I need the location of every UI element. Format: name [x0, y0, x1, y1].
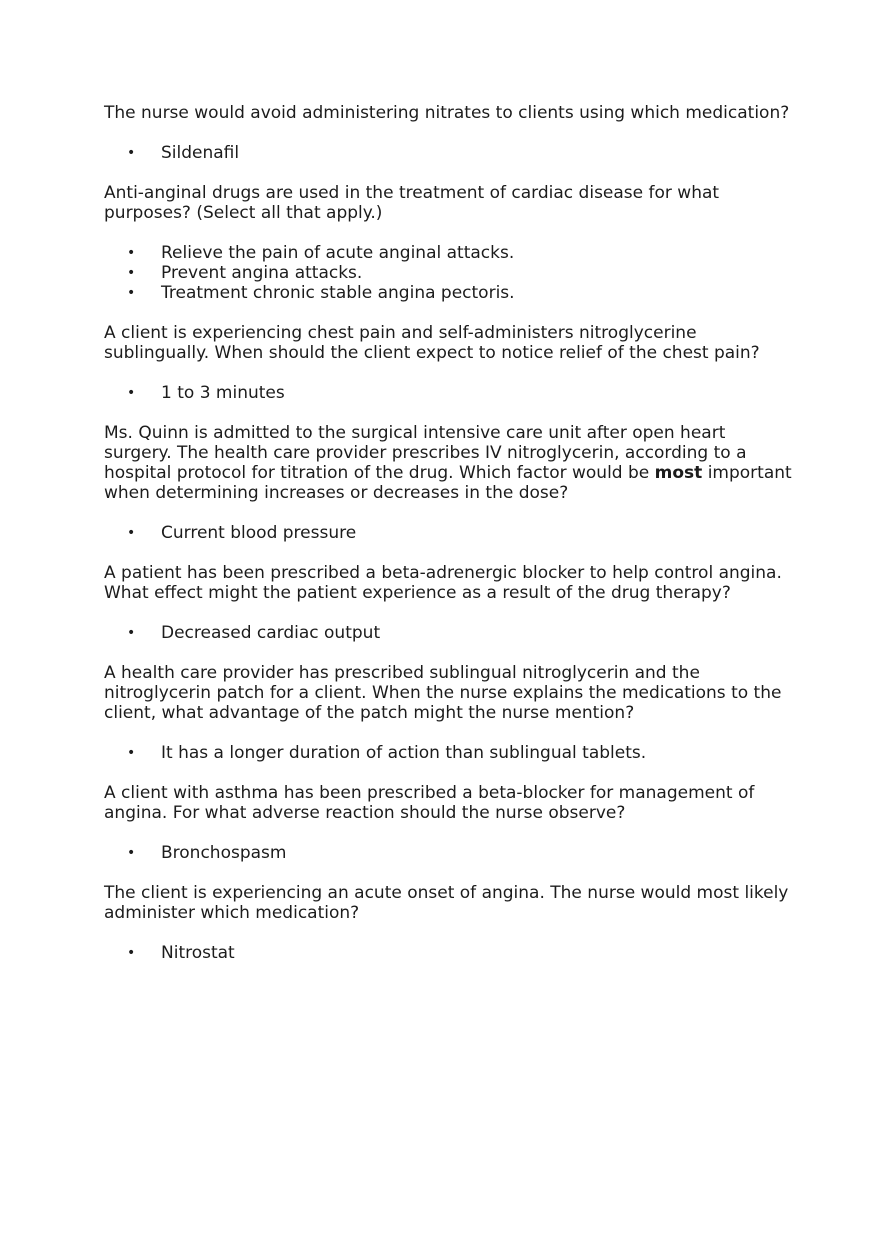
bullet-icon: •	[127, 525, 136, 541]
answer-list-3	[104, 383, 794, 403]
answer-item	[104, 383, 794, 403]
answer-text: 1 to 3 minutes	[161, 383, 285, 403]
answer-list-6	[104, 743, 794, 763]
answer-item	[104, 283, 794, 303]
answer-list-8	[104, 943, 794, 963]
question-6: A health care provider has prescribed sublingual nitroglycerin and the nitroglycerin patch for a client. When the nurse explains the medications to the client, what advantage of the patch might the nurse mention?	[104, 663, 782, 723]
answer-item	[104, 243, 794, 263]
question-5: A patient has been prescribed a beta-adrenergic blocker to help control angina. What effect might the patient experience as a result of the drug therapy?	[104, 563, 782, 603]
answer-list-2	[104, 243, 794, 303]
question-4-text-start: Ms. Quinn is admitted to the surgical intensive care unit after open heart surgery. The health care provider prescribes IV nitroglycerin, according to a hospital protocol for titration of the drug. Which factor would be	[104, 423, 747, 483]
answer-list-7	[104, 843, 794, 863]
question-4-emphasis: most	[654, 463, 703, 483]
answer-item	[104, 263, 794, 283]
answer-text: It has a longer duration of action than sublingual tablets.	[161, 743, 647, 763]
answer-item	[104, 843, 794, 863]
bullet-icon: •	[127, 265, 136, 281]
question-3: A client is experiencing chest pain and self-administers nitroglycerine sublingually. When should the client expect to notice relief of the chest pain?	[104, 323, 760, 363]
answer-item	[104, 943, 794, 963]
answer-item	[104, 143, 794, 163]
answer-text: Prevent angina attacks.	[161, 263, 363, 283]
question-4-text-end: important when determining increases or decreases in the dose?	[104, 463, 792, 503]
answer-text: Nitrostat	[161, 943, 235, 963]
answer-list-4	[104, 523, 794, 543]
bullet-icon: •	[127, 285, 136, 301]
bullet-icon: •	[127, 745, 136, 761]
bullet-icon: •	[127, 385, 136, 401]
answer-list-5	[104, 623, 794, 643]
answer-text: Current blood pressure	[161, 523, 357, 543]
answer-list-1	[104, 143, 794, 163]
answer-text: Relieve the pain of acute anginal attacks.	[161, 243, 515, 263]
answer-text: Bronchospasm	[161, 843, 287, 863]
answer-item	[104, 623, 794, 643]
question-4	[104, 423, 794, 503]
bullet-icon: •	[127, 945, 136, 961]
bullet-icon: •	[127, 845, 136, 861]
question-1: The nurse would avoid administering nitrates to clients using which medication?	[104, 103, 790, 123]
answer-text: Sildenafil	[161, 143, 240, 163]
bullet-icon: •	[127, 145, 136, 161]
question-2: Anti-anginal drugs are used in the treatment of cardiac disease for what purposes? (Select all that apply.)	[104, 183, 720, 223]
question-7: A client with asthma has been prescribed a beta-blocker for management of angina. For what adverse reaction should the nurse observe?	[104, 783, 755, 823]
answer-item	[104, 743, 794, 763]
bullet-icon: •	[127, 625, 136, 641]
answer-item	[104, 523, 794, 543]
answer-text: Decreased cardiac output	[161, 623, 381, 643]
question-8: The client is experiencing an acute onset of angina. The nurse would most likely administer which medication?	[104, 883, 789, 923]
bullet-icon: •	[127, 245, 136, 261]
answer-text: Treatment chronic stable angina pectoris.	[161, 283, 515, 303]
document-page	[104, 103, 794, 983]
